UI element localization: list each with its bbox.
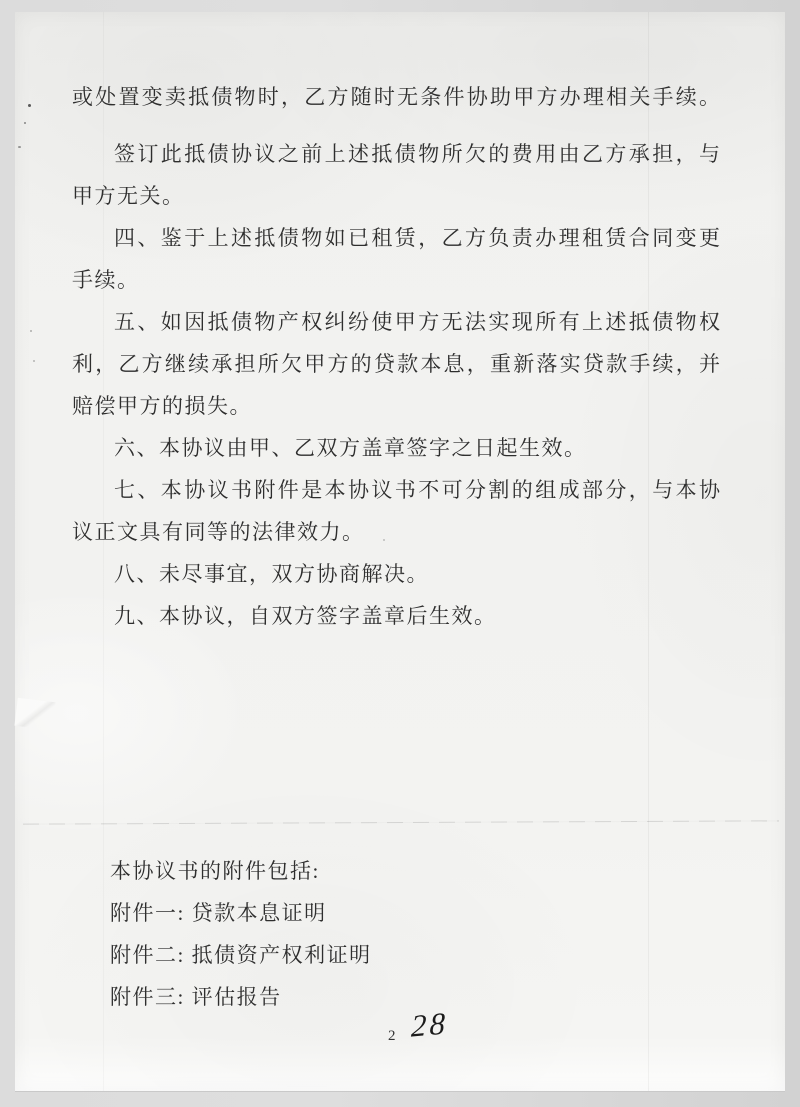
- body-line-12: 八、未尽事宜，双方协商解决。: [114, 562, 429, 586]
- paper-speck: [24, 122, 26, 124]
- body-line-1: 或处置变卖抵债物时，乙方随时无条件协助甲方办理相关手续。: [72, 85, 720, 109]
- body-line-3: 甲方无关。: [72, 184, 185, 208]
- paper-crease-vertical: [648, 12, 649, 1091]
- handwritten-note: 28: [410, 1005, 449, 1044]
- attachment-item-3: 附件三: 评估报告: [110, 985, 282, 1009]
- paper-crease-horizontal: [23, 820, 779, 824]
- body-line-9: 六、本协议由甲、乙双方盖章签字之日起生效。: [114, 436, 587, 460]
- body-line-8: 赔偿甲方的损失。: [72, 394, 252, 418]
- attachments-header: 本协议书的附件包括:: [110, 859, 320, 883]
- scanned-paper-sheet: [15, 12, 785, 1092]
- attachments-section: [110, 850, 372, 1018]
- body-line-7: 利，乙方继续承担所欠甲方的贷款本息，重新落实贷款手续，并: [72, 352, 720, 376]
- attachment-item-2: 附件二: 抵债资产权利证明: [110, 943, 372, 967]
- paper-speck: [30, 330, 32, 332]
- paper-speck: [383, 539, 385, 541]
- paper-speck: [28, 104, 31, 107]
- body-line-4: 四、鉴于上述抵债物如已租赁，乙方负责办理租赁合同变更: [114, 226, 720, 250]
- paper-speck: [18, 146, 21, 148]
- paper-speck: [33, 360, 35, 362]
- body-line-2: 签订此抵债协议之前上述抵债物所欠的费用由乙方承担，与: [114, 142, 720, 166]
- body-line-6: 五、如因抵债物产权纠纷使甲方无法实现所有上述抵债物权: [114, 310, 720, 334]
- body-line-5: 手续。: [72, 268, 140, 292]
- attachment-item-1: 附件一: 贷款本息证明: [110, 901, 327, 925]
- page-number: 2: [388, 1028, 396, 1044]
- paper-crease-vertical-faint: [103, 12, 104, 1091]
- body-line-10: 七、本协议书附件是本协议书不可分割的组成部分，与本协: [114, 478, 720, 502]
- paper-fold-mark: [14, 698, 55, 730]
- agreement-body: [72, 76, 720, 637]
- body-line-13: 九、本协议，自双方签字盖章后生效。: [114, 604, 497, 628]
- body-line-11: 议正文具有同等的法律效力。: [72, 520, 365, 544]
